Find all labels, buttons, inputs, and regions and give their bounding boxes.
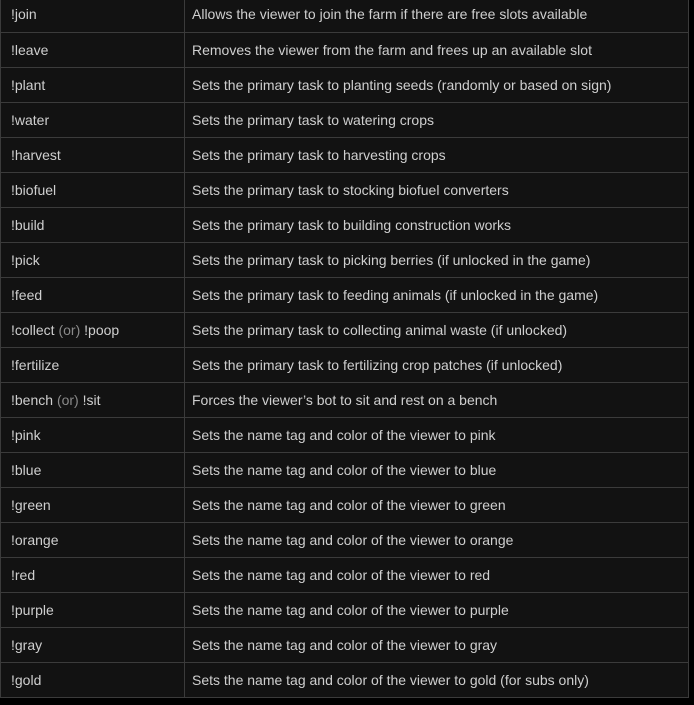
command-text: !orange bbox=[11, 531, 59, 548]
description-cell: Sets the name tag and color of the viewer to pink bbox=[185, 417, 689, 452]
command-or-separator: (or) bbox=[56, 391, 79, 408]
table-row bbox=[1, 312, 689, 347]
table-row bbox=[1, 662, 689, 697]
table-row bbox=[1, 277, 689, 312]
description-cell: Sets the primary task to stocking biofuel converters bbox=[185, 172, 689, 207]
command-text: !collect bbox=[11, 321, 55, 338]
table-row bbox=[1, 32, 689, 67]
command-text: !gray bbox=[11, 636, 43, 653]
table-row bbox=[1, 102, 689, 137]
command-cell bbox=[1, 312, 185, 347]
command-text: !blue bbox=[11, 461, 42, 478]
description-cell: Allows the viewer to join the farm if there are free slots available bbox=[185, 0, 689, 32]
description-cell: Sets the name tag and color of the viewer to red bbox=[185, 557, 689, 592]
description-cell: Removes the viewer from the farm and frees up an available slot bbox=[185, 32, 689, 67]
command-text: !harvest bbox=[11, 146, 61, 163]
description-cell: Sets the name tag and color of the viewer to gold (for subs only) bbox=[185, 662, 689, 697]
table-row bbox=[1, 592, 689, 627]
table-row bbox=[1, 452, 689, 487]
description-cell: Sets the primary task to collecting animal waste (if unlocked) bbox=[185, 312, 689, 347]
command-text: !poop bbox=[84, 321, 120, 338]
description-cell: Sets the primary task to fertilizing crop patches (if unlocked) bbox=[185, 347, 689, 382]
description-cell: Sets the primary task to watering crops bbox=[185, 102, 689, 137]
command-text: !red bbox=[11, 566, 36, 583]
table-row bbox=[1, 417, 689, 452]
table-row bbox=[1, 627, 689, 662]
description-cell: Sets the primary task to building construction works bbox=[185, 207, 689, 242]
command-cell bbox=[1, 347, 185, 382]
command-cell bbox=[1, 277, 185, 312]
table-row bbox=[1, 557, 689, 592]
command-text: !pink bbox=[11, 426, 41, 443]
command-text: !purple bbox=[11, 601, 54, 618]
command-cell bbox=[1, 242, 185, 277]
command-text: !build bbox=[11, 216, 45, 233]
command-text: !join bbox=[11, 6, 37, 23]
description-cell: Sets the name tag and color of the viewer to orange bbox=[185, 522, 689, 557]
command-cell bbox=[1, 172, 185, 207]
description-cell: Sets the primary task to picking berries (if unlocked in the game) bbox=[185, 242, 689, 277]
table-row bbox=[1, 137, 689, 172]
command-text: !feed bbox=[11, 286, 43, 303]
command-text: !pick bbox=[11, 251, 40, 268]
command-text: !sit bbox=[82, 391, 101, 408]
command-cell bbox=[1, 382, 185, 417]
command-or-separator: (or) bbox=[58, 321, 81, 338]
command-text: !biofuel bbox=[11, 181, 57, 198]
command-text: !water bbox=[11, 111, 50, 128]
table-row bbox=[1, 172, 689, 207]
description-cell: Sets the name tag and color of the viewer to blue bbox=[185, 452, 689, 487]
command-cell bbox=[1, 137, 185, 172]
command-cell bbox=[1, 557, 185, 592]
command-cell bbox=[1, 627, 185, 662]
command-cell bbox=[1, 522, 185, 557]
command-cell bbox=[1, 452, 185, 487]
command-text: !gold bbox=[11, 671, 42, 688]
command-text: !bench bbox=[11, 391, 54, 408]
table-row bbox=[1, 67, 689, 102]
description-cell: Forces the viewer’s bot to sit and rest on a bench bbox=[185, 382, 689, 417]
description-cell: Sets the primary task to harvesting crops bbox=[185, 137, 689, 172]
table-row bbox=[1, 207, 689, 242]
command-cell bbox=[1, 207, 185, 242]
command-text: !plant bbox=[11, 76, 46, 93]
commands-table-body bbox=[1, 0, 689, 697]
command-cell bbox=[1, 662, 185, 697]
table-row bbox=[1, 347, 689, 382]
command-text: !leave bbox=[11, 41, 49, 58]
description-cell: Sets the primary task to planting seeds (randomly or based on sign) bbox=[185, 67, 689, 102]
description-cell: Sets the primary task to feeding animals (if unlocked in the game) bbox=[185, 277, 689, 312]
command-text: !fertilize bbox=[11, 356, 60, 373]
description-cell: Sets the name tag and color of the viewer to green bbox=[185, 487, 689, 522]
table-row bbox=[1, 522, 689, 557]
table-row bbox=[1, 487, 689, 522]
command-cell bbox=[1, 102, 185, 137]
command-cell bbox=[1, 487, 185, 522]
command-cell bbox=[1, 67, 185, 102]
description-cell: Sets the name tag and color of the viewer to gray bbox=[185, 627, 689, 662]
table-row bbox=[1, 382, 689, 417]
table-row bbox=[1, 0, 689, 32]
description-cell: Sets the name tag and color of the viewer to purple bbox=[185, 592, 689, 627]
command-cell bbox=[1, 417, 185, 452]
command-text: !green bbox=[11, 496, 51, 513]
command-cell bbox=[1, 592, 185, 627]
command-cell bbox=[1, 32, 185, 67]
table-row bbox=[1, 242, 689, 277]
command-cell bbox=[1, 0, 185, 32]
